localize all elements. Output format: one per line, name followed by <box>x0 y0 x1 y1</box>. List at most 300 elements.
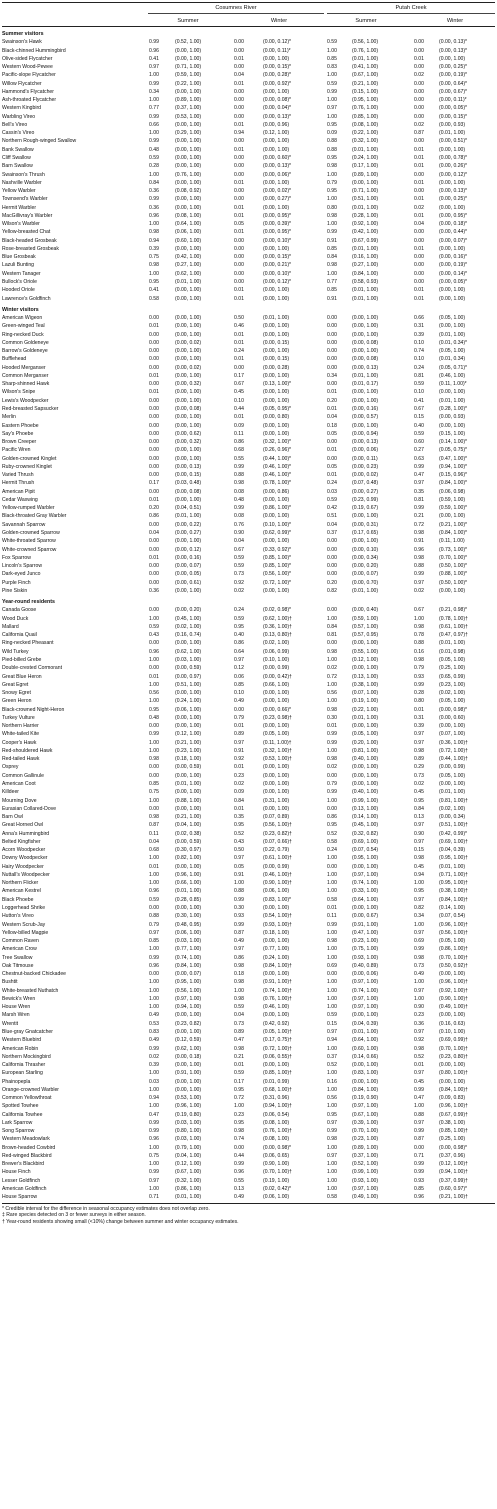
putah-winter-interval: (0.00, 1.00) <box>439 1012 466 1019</box>
putah-summer-interval: (0.89, 1.00) <box>352 1144 379 1151</box>
cosumnes-winter-estimate: 0.00 <box>234 188 244 195</box>
cosumnes-winter-estimate: 0.67 <box>234 546 244 553</box>
putah-winter-estimate: 0.00 <box>414 80 424 87</box>
cosumnes-summer-estimate: 0.49 <box>149 1037 159 1044</box>
cosumnes-winter-estimate: 0.87 <box>234 929 244 936</box>
table-row <box>2 780 495 788</box>
putah-summer-estimate: 0.00 <box>327 439 337 446</box>
table-row <box>2 763 495 771</box>
cosumnes-winter-estimate: 1.00 <box>234 1103 244 1110</box>
cosumnes-summer-estimate: 0.00 <box>149 563 159 570</box>
putah-summer-estimate: 0.00 <box>327 348 337 355</box>
cosumnes-winter-estimate: 0.94 <box>234 130 244 137</box>
putah-summer-interval: (0.84, 1.00) <box>352 270 379 277</box>
putah-summer-interval: (0.00, 0.02) <box>352 472 379 479</box>
cosumnes-winter-interval: (0.46, 1.00)† <box>263 871 292 878</box>
cosumnes-summer-interval: (0.00, 1.00) <box>175 356 202 363</box>
putah-summer-estimate: 0.97 <box>327 105 337 112</box>
cosumnes-winter-interval: (0.00, 1.00) <box>263 781 290 787</box>
putah-winter-estimate: 0.01 <box>414 245 424 252</box>
putah-summer-estimate: 0.00 <box>327 607 337 614</box>
putah-winter-interval: (0.00, 1.00) <box>439 723 466 730</box>
putah-summer-estimate: 0.01 <box>327 389 337 396</box>
cosumnes-summer-interval: (0.00, 1.00) <box>175 397 202 404</box>
putah-winter-estimate: 0.97 <box>414 896 424 903</box>
putah-summer-estimate: 1.00 <box>327 657 337 664</box>
species-name: Say's Phoebe <box>2 430 34 437</box>
cosumnes-winter-estimate: 0.98 <box>234 480 244 487</box>
table-row <box>2 954 495 962</box>
cosumnes-winter-estimate: 0.45 <box>234 389 244 396</box>
cosumnes-winter-estimate: 0.96 <box>234 1169 244 1176</box>
putah-summer-interval: (0.00, 0.10) <box>352 546 379 553</box>
putah-winter-estimate: 0.52 <box>414 1053 424 1060</box>
putah-winter-estimate: 0.00 <box>414 113 424 120</box>
putah-winter-interval: (0.00, 1.00) <box>439 422 466 429</box>
cosumnes-winter-interval: (0.05, 1.00)† <box>263 1028 292 1035</box>
putah-winter-estimate: 1.00 <box>414 1103 424 1110</box>
cosumnes-summer-interval: (0.03, 0.48) <box>175 480 202 487</box>
cosumnes-winter-interval: (0.00, 1.00) <box>263 88 290 95</box>
cosumnes-winter-estimate: 0.00 <box>234 245 244 252</box>
putah-winter-interval: (0.44, 1.00)† <box>439 756 468 763</box>
putah-winter-estimate: 0.01 <box>414 179 424 186</box>
putah-winter-interval: (0.00, 1.00) <box>439 179 466 186</box>
putah-winter-interval: (0.84, 1.00)† <box>439 896 468 903</box>
cosumnes-summer-estimate: 0.20 <box>149 505 159 512</box>
table-row <box>2 278 495 286</box>
table-row <box>2 422 495 430</box>
site-cosumnes-river: Cosumnes River <box>148 4 324 14</box>
cosumnes-winter-estimate: 0.01 <box>234 121 244 128</box>
table-row <box>2 970 495 978</box>
cosumnes-winter-estimate: 0.73 <box>234 1020 244 1027</box>
species-name: Yellow-rumped Warbler <box>2 505 55 512</box>
cosumnes-summer-interval: (0.01, 1.00) <box>175 1194 202 1201</box>
species-name: Bushtit <box>2 979 18 986</box>
cosumnes-summer-interval: (0.00, 1.00) <box>175 538 202 545</box>
cosumnes-winter-estimate: 0.00 <box>234 254 244 261</box>
cosumnes-winter-estimate: 0.18 <box>234 971 244 978</box>
putah-winter-estimate: 0.99 <box>414 463 424 470</box>
cosumnes-summer-interval: (0.21, 1.00) <box>175 739 202 746</box>
cosumnes-summer-interval: (0.00, 0.08) <box>175 406 202 413</box>
cosumnes-summer-estimate: 0.59 <box>149 623 159 630</box>
cosumnes-summer-estimate: 0.04 <box>149 838 159 845</box>
cosumnes-winter-estimate: 0.49 <box>234 938 244 945</box>
cosumnes-summer-estimate: 0.00 <box>149 971 159 978</box>
putah-winter-interval: (0.00, 1.00) <box>439 1078 466 1085</box>
cosumnes-summer-interval: (0.00, 0.32) <box>175 439 202 446</box>
table-row <box>2 929 495 937</box>
cosumnes-winter-interval: (0.32, 1.00)† <box>263 747 292 754</box>
cosumnes-winter-estimate: 0.01 <box>234 204 244 211</box>
cosumnes-winter-interval: (0.00, 1.00) <box>263 805 290 812</box>
table-row <box>2 405 495 413</box>
table-row <box>2 446 495 454</box>
species-name: Northern Rough-winged Swallow <box>2 138 77 145</box>
cosumnes-winter-interval: (0.00, 1.00) <box>263 138 290 145</box>
cosumnes-winter-interval: (0.00, 1.00) <box>263 1012 290 1019</box>
putah-winter-interval: (0.00, 1.00) <box>439 781 466 787</box>
putah-summer-estimate: 0.15 <box>327 1020 337 1027</box>
putah-winter-estimate: 0.27 <box>414 447 424 454</box>
cosumnes-summer-estimate: 0.00 <box>149 904 159 911</box>
species-name: Song Sparrow <box>2 1128 35 1135</box>
cosumnes-summer-interval: (0.01, 1.00) <box>175 888 202 895</box>
putah-summer-estimate: 0.98 <box>327 1136 337 1143</box>
putah-summer-estimate: 0.34 <box>327 372 337 379</box>
species-name: Loggerhead Shrike <box>2 904 46 911</box>
table-row <box>2 372 495 380</box>
putah-winter-interval: (0.21, 1.00)† <box>439 1194 468 1201</box>
table-row <box>2 146 495 154</box>
species-name: American Crow <box>2 946 37 953</box>
cosumnes-summer-estimate: 0.02 <box>149 1053 159 1060</box>
species-name: Turkey Vulture <box>2 714 35 721</box>
cosumnes-summer-interval: (0.00, 0.59) <box>175 764 202 771</box>
cosumnes-summer-estimate: 0.00 <box>149 414 159 421</box>
putah-summer-estimate: 0.05 <box>327 430 337 437</box>
putah-winter-estimate: 0.88 <box>414 563 424 570</box>
putah-winter-interval: (0.00, 1.00) <box>439 287 466 294</box>
putah-summer-estimate: 0.00 <box>327 323 337 330</box>
putah-summer-interval: (0.07, 0.54) <box>352 847 379 854</box>
cosumnes-winter-estimate: 0.86 <box>234 439 244 446</box>
cosumnes-winter-interval: (0.00, 0.13)* <box>263 113 292 120</box>
species-name: Mourning Dove <box>2 797 37 804</box>
putah-summer-estimate: 0.52 <box>327 830 337 837</box>
putah-summer-estimate: 0.98 <box>327 706 337 713</box>
table-row <box>2 921 495 929</box>
putah-winter-estimate: 0.98 <box>414 554 424 561</box>
cosumnes-winter-interval: (0.00, 0.95)* <box>263 229 292 236</box>
putah-summer-estimate: 0.00 <box>327 538 337 545</box>
species-name: American Goldfinch <box>2 1186 47 1193</box>
putah-summer-estimate: 0.98 <box>327 163 337 170</box>
putah-winter-estimate: 0.00 <box>414 97 424 104</box>
cosumnes-winter-interval: (0.00, 1.00) <box>263 690 290 697</box>
putah-winter-interval: (0.07, 0.54) <box>439 913 466 920</box>
species-name: Brown Creeper <box>2 439 37 446</box>
cosumnes-winter-interval: (0.00, 1.00) <box>263 179 290 186</box>
cosumnes-winter-interval: (0.00, 0.12)* <box>263 279 292 285</box>
cosumnes-winter-estimate: 0.55 <box>234 455 244 462</box>
putah-winter-interval: (0.78, 1.00)† <box>439 615 468 622</box>
species-name: Sharp-shinned Hawk <box>2 381 50 388</box>
cosumnes-winter-interval: (0.86, 1.00)* <box>263 505 292 512</box>
table-row <box>2 587 495 595</box>
cosumnes-summer-estimate: 0.99 <box>149 138 159 145</box>
species-name: Orange-crowned Warbler <box>2 1086 59 1093</box>
cosumnes-winter-estimate: 0.09 <box>234 422 244 429</box>
putah-winter-interval: (0.14, 1.00)* <box>439 439 468 446</box>
cosumnes-summer-interval: (0.88, 1.00) <box>175 797 202 804</box>
species-name: Bufflehead <box>2 356 27 363</box>
cosumnes-summer-interval: (0.00, 0.12) <box>175 546 202 553</box>
putah-winter-interval: (0.00, 1.00) <box>439 513 466 520</box>
putah-summer-estimate: 0.91 <box>327 295 337 302</box>
putah-summer-estimate: 1.00 <box>327 954 337 961</box>
cosumnes-winter-estimate: 0.59 <box>234 1070 244 1077</box>
cosumnes-winter-interval: (0.00, 0.10)* <box>263 237 292 244</box>
cosumnes-summer-estimate: 1.00 <box>149 871 159 878</box>
cosumnes-summer-interval: (0.80, 1.00) <box>175 1128 202 1135</box>
species-name: European Starling <box>2 1070 43 1077</box>
table-row <box>2 681 495 689</box>
putah-winter-estimate: 0.00 <box>414 254 424 261</box>
putah-summer-estimate: 0.99 <box>327 921 337 928</box>
cosumnes-winter-interval: (0.76, 1.00)† <box>263 995 292 1002</box>
cosumnes-winter-estimate: 0.44 <box>234 1152 244 1159</box>
putah-winter-estimate: 0.98 <box>414 530 424 536</box>
cosumnes-winter-interval: (0.00, 1.00) <box>263 323 290 330</box>
cosumnes-winter-interval: (0.06, 1.00) <box>263 888 290 895</box>
cosumnes-summer-interval: (0.00, 1.00) <box>175 88 202 95</box>
cosumnes-winter-estimate: 0.01 <box>234 805 244 812</box>
putah-summer-estimate: 1.00 <box>327 1144 337 1151</box>
cosumnes-summer-estimate: 0.00 <box>149 439 159 446</box>
table-row <box>2 579 495 587</box>
cosumnes-summer-interval: (0.42, 1.00) <box>175 254 202 261</box>
cosumnes-winter-interval: (0.02, 0.42)* <box>263 1186 292 1193</box>
putah-winter-estimate: 0.93 <box>414 673 424 680</box>
table-row <box>2 945 495 953</box>
cosumnes-winter-interval: (0.61, 1.00)† <box>263 855 292 862</box>
putah-winter-estimate: 0.89 <box>414 756 424 763</box>
putah-summer-interval: (0.16, 1.00) <box>352 254 379 261</box>
table-row <box>2 355 495 363</box>
cosumnes-winter-estimate: 0.67 <box>234 381 244 388</box>
putah-summer-estimate: 1.00 <box>327 1070 337 1077</box>
cosumnes-winter-interval: (0.85, 1.00)* <box>263 554 292 561</box>
occupancy-table <box>2 0 495 1225</box>
putah-winter-interval: (0.00, 0.14)* <box>439 270 468 277</box>
putah-summer-estimate: 1.00 <box>327 747 337 754</box>
putah-summer-interval: (0.45, 1.00) <box>352 822 379 829</box>
species-name: House Finch <box>2 1169 31 1176</box>
putah-winter-interval: (0.00, 0.11)* <box>439 97 467 104</box>
cosumnes-summer-estimate: 0.01 <box>149 496 159 503</box>
cosumnes-winter-estimate: 0.00 <box>234 237 244 244</box>
cosumnes-winter-interval: (0.05, 1.00) <box>263 731 290 738</box>
cosumnes-winter-interval: (0.90, 1.00) <box>263 1161 290 1168</box>
cosumnes-winter-estimate: 0.85 <box>234 681 244 688</box>
putah-summer-estimate: 0.99 <box>327 229 337 236</box>
cosumnes-winter-estimate: 0.09 <box>234 789 244 796</box>
cosumnes-summer-interval: (0.62, 1.00) <box>175 1045 202 1052</box>
putah-winter-interval: (0.00, 0.05)* <box>439 279 468 285</box>
cosumnes-winter-estimate: 0.73 <box>234 571 244 578</box>
section-heading: Year-round residents <box>2 599 55 606</box>
putah-summer-estimate: 0.85 <box>327 55 337 62</box>
cosumnes-summer-interval: (0.00, 1.00) <box>175 204 202 211</box>
putah-winter-estimate: 0.36 <box>414 1020 424 1027</box>
table-row <box>2 38 495 46</box>
cosumnes-winter-interval: (0.00, 1.00) <box>263 397 290 404</box>
putah-winter-interval: (0.00, 1.00) <box>439 1062 466 1069</box>
putah-winter-estimate: 0.99 <box>414 1169 424 1176</box>
cosumnes-summer-interval: (0.00, 1.00) <box>175 155 202 162</box>
cosumnes-winter-interval: (0.00, 0.95)* <box>263 212 292 219</box>
table-row <box>2 673 495 681</box>
cosumnes-summer-interval: (0.00, 1.00) <box>175 496 202 503</box>
putah-summer-interval: (0.15, 1.00) <box>352 88 379 95</box>
species-name: American Wigeon <box>2 315 43 322</box>
cosumnes-summer-estimate: 0.00 <box>149 339 159 346</box>
putah-winter-interval: (0.49, 1.00)† <box>439 1004 468 1011</box>
cosumnes-summer-estimate: 1.00 <box>149 739 159 746</box>
cosumnes-summer-interval: (0.00, 1.00) <box>175 1062 202 1069</box>
cosumnes-summer-estimate: 0.68 <box>149 847 159 854</box>
cosumnes-summer-estimate: 0.17 <box>149 480 159 487</box>
cosumnes-summer-estimate: 0.99 <box>149 80 159 87</box>
putah-winter-estimate: 0.02 <box>414 587 424 594</box>
putah-summer-estimate: 0.80 <box>327 204 337 211</box>
table-row <box>2 512 495 520</box>
species-name: Black-headed Grosbeak <box>2 237 57 244</box>
cosumnes-winter-interval: (0.00, 0.11)* <box>263 47 291 54</box>
cosumnes-summer-estimate: 1.00 <box>149 171 159 178</box>
cosumnes-winter-interval: (0.00, 1.00) <box>263 971 290 978</box>
cosumnes-summer-estimate: 1.00 <box>149 855 159 862</box>
putah-summer-estimate: 0.86 <box>327 814 337 821</box>
cosumnes-summer-estimate: 1.00 <box>149 1103 159 1110</box>
cosumnes-summer-estimate: 0.59 <box>149 896 159 903</box>
putah-summer-interval: (0.00, 1.00) <box>352 422 379 429</box>
species-name: White-breasted Nuthatch <box>2 987 59 994</box>
putah-summer-estimate: 0.99 <box>327 88 337 95</box>
cosumnes-winter-estimate: 0.92 <box>234 579 244 586</box>
cosumnes-winter-estimate: 0.01 <box>234 339 244 346</box>
putah-summer-estimate: 0.95 <box>327 188 337 195</box>
cosumnes-summer-estimate: 0.99 <box>149 1119 159 1126</box>
cosumnes-winter-estimate: 0.98 <box>234 962 244 969</box>
cosumnes-summer-interval: (0.01, 1.00) <box>175 279 202 285</box>
cosumnes-winter-interval: (0.54, 1.00)† <box>263 913 292 920</box>
cosumnes-summer-interval: (0.06, 1.00) <box>175 706 202 713</box>
putah-winter-interval: (0.25, 1.00) <box>439 665 466 672</box>
putah-summer-interval: (0.19, 0.90) <box>352 1095 379 1102</box>
species-name: Blue-gray Gnatcatcher <box>2 1028 53 1035</box>
species-name: Western Tanager <box>2 270 41 277</box>
putah-summer-estimate: 0.97 <box>327 1152 337 1159</box>
putah-winter-estimate: 0.00 <box>414 88 424 95</box>
putah-winter-interval: (0.14, 1.00) <box>439 904 466 911</box>
putah-summer-interval: (0.00, 0.07) <box>352 571 379 578</box>
species-name: Canada Goose <box>2 607 37 614</box>
cosumnes-winter-interval: (0.22, 0.79) <box>263 847 290 854</box>
cosumnes-summer-interval: (0.00, 1.00) <box>175 55 202 62</box>
putah-winter-estimate: 0.99 <box>414 571 424 578</box>
putah-winter-estimate: 0.98 <box>414 623 424 630</box>
putah-winter-estimate: 0.98 <box>414 1045 424 1052</box>
cosumnes-winter-interval: (0.00, 1.00) <box>263 430 290 437</box>
putah-summer-estimate: 0.16 <box>327 1078 337 1085</box>
species-name: Blue Grosbeak <box>2 254 36 261</box>
putah-summer-interval: (0.14, 1.00) <box>352 814 379 821</box>
putah-summer-interval: (0.00, 1.00) <box>352 1062 379 1069</box>
putah-summer-interval: (0.22, 1.00) <box>352 706 379 713</box>
cosumnes-winter-interval: (0.02, 0.98)* <box>263 607 292 614</box>
cosumnes-winter-interval: (0.00, 0.66)* <box>263 706 292 713</box>
putah-winter-estimate: 0.01 <box>414 146 424 153</box>
cosumnes-winter-estimate: 0.01 <box>234 146 244 153</box>
cosumnes-summer-interval: (0.00, 1.00) <box>175 372 202 379</box>
footnote-small-change: † Year-round residents showing small (<10%) change between summer and winter occupancy estimates. <box>2 1218 239 1225</box>
cosumnes-winter-interval: (0.00, 1.00) <box>263 938 290 945</box>
putah-summer-interval: (0.37, 1.00) <box>352 1152 379 1159</box>
putah-winter-interval: (0.94, 1.00)† <box>439 1169 468 1176</box>
species-name: Hooded Oriole <box>2 287 35 294</box>
table-row <box>2 995 495 1003</box>
cosumnes-winter-interval: (0.00, 1.00) <box>263 372 290 379</box>
table-row <box>2 1127 495 1135</box>
cosumnes-winter-interval: (0.11, 1.00)† <box>263 739 292 746</box>
table-row <box>2 1102 495 1110</box>
cosumnes-summer-estimate: 0.00 <box>149 447 159 454</box>
putah-summer-estimate: 0.91 <box>327 237 337 244</box>
cosumnes-summer-estimate: 0.83 <box>149 1028 159 1035</box>
cosumnes-summer-estimate: 0.96 <box>149 1136 159 1143</box>
putah-winter-estimate: 0.00 <box>414 270 424 277</box>
cosumnes-summer-estimate: 0.84 <box>149 179 159 186</box>
putah-summer-interval: (0.00, 1.00) <box>352 772 379 779</box>
table-row <box>2 55 495 63</box>
cosumnes-winter-interval: (0.00, 1.00) <box>263 772 290 779</box>
cosumnes-summer-estimate: 0.79 <box>149 921 159 928</box>
putah-summer-estimate: 1.00 <box>327 987 337 994</box>
cosumnes-summer-estimate: 0.00 <box>149 546 159 553</box>
putah-winter-estimate: 0.39 <box>414 331 424 338</box>
putah-winter-interval: (0.00, 0.60) <box>439 714 466 721</box>
table-row <box>2 664 495 672</box>
putah-summer-interval: (0.19, 1.00) <box>352 698 379 705</box>
cosumnes-winter-interval: (0.10, 1.00) <box>263 657 290 664</box>
table-row <box>2 270 495 278</box>
table-row <box>2 1168 495 1176</box>
table-row <box>2 253 495 261</box>
cosumnes-summer-estimate: 0.36 <box>149 587 159 594</box>
putah-summer-estimate: 1.00 <box>327 72 337 79</box>
species-name: Pacific Wren <box>2 447 31 454</box>
putah-winter-interval: (0.05, 1.00) <box>439 657 466 664</box>
putah-summer-estimate: 1.00 <box>327 797 337 804</box>
cosumnes-summer-estimate: 1.00 <box>149 1070 159 1077</box>
putah-winter-estimate: 0.73 <box>414 772 424 779</box>
cosumnes-winter-interval: (0.23, 0.82)† <box>263 830 292 837</box>
cosumnes-summer-estimate: 0.98 <box>149 756 159 763</box>
cosumnes-winter-interval: (0.17, 0.75)† <box>263 1037 292 1044</box>
putah-winter-estimate: 0.84 <box>414 805 424 812</box>
cosumnes-summer-estimate: 0.00 <box>149 315 159 322</box>
putah-summer-estimate: 0.58 <box>327 1194 337 1201</box>
cosumnes-summer-estimate: 0.94 <box>149 237 159 244</box>
putah-summer-estimate: 1.00 <box>327 1103 337 1110</box>
cosumnes-summer-interval: (0.02, 1.00) <box>175 623 202 630</box>
cosumnes-winter-estimate: 0.59 <box>234 1004 244 1011</box>
putah-winter-interval: (0.50, 0.92)† <box>439 962 468 969</box>
cosumnes-summer-interval: (0.00, 0.05) <box>175 571 202 578</box>
cosumnes-summer-estimate: 1.00 <box>149 1004 159 1011</box>
putah-winter-interval: (0.05, 1.00) <box>439 772 466 779</box>
cosumnes-summer-interval: (0.00, 1.00) <box>175 323 202 330</box>
cosumnes-summer-interval: (0.00, 1.00) <box>175 789 202 796</box>
species-name: Hermit Warbler <box>2 204 37 211</box>
cosumnes-winter-interval: (0.00, 1.00) <box>263 295 290 302</box>
cosumnes-winter-estimate: 0.97 <box>234 855 244 862</box>
table-row <box>2 71 495 79</box>
